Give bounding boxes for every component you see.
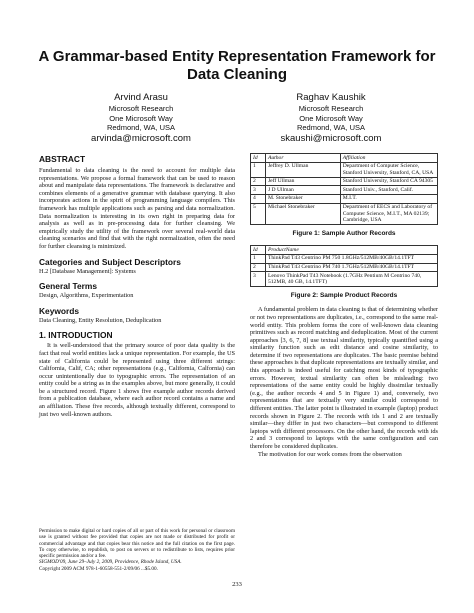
cell-id: 3 xyxy=(251,272,266,287)
column-header: ProductName xyxy=(265,246,437,255)
table-row xyxy=(251,194,438,203)
cell-affiliation: M.I.T. xyxy=(340,194,437,203)
product-records-table xyxy=(250,245,438,287)
figure-1-caption: Figure 1: Sample Author Records xyxy=(292,230,396,238)
cell-author: Michael Stonebraker xyxy=(265,203,340,225)
column-header: Affiliation xyxy=(340,154,437,163)
author-addr: One Microsoft Way xyxy=(109,113,173,123)
cell-id: 3 xyxy=(251,186,266,195)
footnote-block xyxy=(39,528,235,572)
cell-id: 5 xyxy=(251,203,266,225)
cell-id: 2 xyxy=(251,177,266,186)
permission-notice: Permission to make digital or hard copies of all or part of this work for personal or classroom use is granted without fee provided that copies are not made or distributed for profit or commercial advantage and that copies bear this notice and the full citation on the first page. To copy otherwise, to republish, to post on servers or to redistribute to lists, requires prior specific permission and/or a fee. xyxy=(39,528,235,560)
column-header: Id xyxy=(251,246,266,255)
author-email[interactable]: arvinda@microsoft.com xyxy=(91,132,191,144)
copyright-line: Copyright 2009 ACM 978-1-60558-551-2/09/06 ...$5.00. xyxy=(39,565,158,572)
column-header: Author xyxy=(265,154,340,163)
table-row xyxy=(251,186,438,195)
cell-affiliation: Department of Computer Science, Stanford University, Stanford, CA, USA xyxy=(340,162,437,177)
cell-author: Jeffrey D. Ullman xyxy=(265,162,340,177)
page-number: 233 xyxy=(232,581,242,588)
table-row xyxy=(251,263,438,272)
author-org: Microsoft Research xyxy=(108,104,174,113)
cell-id: 1 xyxy=(251,254,266,263)
cell-author: J D Ullman xyxy=(265,186,340,195)
cell-author: Jeff Ullman xyxy=(265,177,340,186)
author-records-table xyxy=(250,153,438,225)
cell-id: 4 xyxy=(251,194,266,203)
author-addr: Redmond, WA, USA xyxy=(296,123,366,132)
left-column xyxy=(39,154,235,418)
keywords-heading: Keywords xyxy=(39,305,80,316)
author-addr: Redmond, WA, USA xyxy=(106,123,176,132)
table-row xyxy=(251,177,438,186)
author-name: Raghav Kaushik xyxy=(296,92,366,103)
introduction-heading: 1. INTRODUCTION xyxy=(39,330,113,341)
introduction-text: It is well-understood that the primary source of poor data quality is the fact that real world entities lack a unique representation. For example, the US state of California could be represented using three different strings: California, Calif, CA; other representations (e.g., California, Calfornia) can occur unintentionally due to typographic errors. The representation of an entity could be a string as in the examples above, but more generally, it could be a structured record. Figure 1 shows five example author records derived from a publication database, where each author record contains a name and an affiliation. These five records, although textually different, correspond to just two well-known authors. xyxy=(39,342,235,418)
table-row xyxy=(251,162,438,177)
cell-id: 2 xyxy=(251,263,266,272)
title-line-2: Data Cleaning xyxy=(186,66,288,83)
cell-affiliation: Department of EECS and Laboratory of Computer Science, M.I.T., MA 02139; Cambridge, USA xyxy=(340,203,437,225)
abstract-heading: ABSTRACT xyxy=(39,154,86,164)
column-header: Id xyxy=(251,154,266,163)
figure-2-caption: Figure 2: Sample Product Records xyxy=(290,292,398,300)
table-row xyxy=(251,203,438,225)
categories-text: H.2 [Database Management]: Systems xyxy=(39,267,136,275)
table-row xyxy=(251,254,438,263)
cell-author: M. Stonebraker xyxy=(265,194,340,203)
general-terms-heading: General Terms xyxy=(39,281,98,292)
abstract-text: Fundamental to data cleaning is the need to account for multiple data representations. We propose a formal framework that can be used to reason about and manipulate data representations. The framework is declarative and combines elements of a generative grammar with database querying. It also incorporates actions in the spirit of programming language compilers. This framework has multiple applications such as parsing and data normalization. Data normalization is interesting in its own right in preparing data for analysis as well as in pre-processing data for further cleansing. We empirically study the utility of the framework over several real-world data cleaning scenarios and find that with the right normalization, often the need for further cleansing is minimized. xyxy=(39,167,235,250)
author-addr: One Microsoft Way xyxy=(299,113,363,123)
cell-id: 1 xyxy=(251,162,266,177)
title-line-1: A Grammar-based Entity Representation Framework for xyxy=(38,48,436,65)
author-email[interactable]: skaushi@microsoft.com xyxy=(280,132,382,144)
author-org: Microsoft Research xyxy=(298,104,364,113)
paper-title xyxy=(20,48,454,84)
categories-heading: Categories and Subject Descriptors xyxy=(39,256,181,267)
cell-product-name: ThinkPad T43 Centrino PM 740 1.7GHz/512MB/40GB/14.1TFT xyxy=(265,263,437,272)
keywords-text: Data Cleaning, Entity Resolution, Deduplication xyxy=(39,316,162,324)
general-terms-text: Design, Algorithms, Experimentation xyxy=(39,292,134,300)
body-paragraph: The motivation for our work comes from the observation xyxy=(258,450,402,458)
table-header-row xyxy=(251,154,438,163)
author-block-2 xyxy=(256,92,406,145)
author-block-1 xyxy=(66,92,216,145)
body-paragraph: A fundamental problem in data cleaning is that of determining whether or not two representations are duplicates, i.e., correspond to the same real-world entity. This problem forms the core of well-known data cleaning primitives such as record matching and deduplication. Most of the current approaches [3, 6, 7, 8] use textual similarity, typically quantified using a similarity function such as edit distance and cosine similarity, to determine if two representations are duplicates. The basic premise behind these approaches is that duplicate representations are textually similar, and this approach is indeed useful for catching most kinds of typographic errors. However, textual similarity can often be misleading: two representations of the same entity could be highly dissimilar textually (e.g., the author records 4 and 5 in Figure 1) and, conversely, two representations that are textually very similar could correspond to different entities. The latter point is illustrated in example (laptop) product records shown in Figure 2. The records with ids 1 and 2 are textually similar—they differ in just two characters—but correspond to different laptops with different processors. On the other hand, the records with ids 2 and 3 correspond to laptops with the same configuration and can therefore be considered duplicates. xyxy=(250,306,438,450)
cell-affiliation: Stanford University, Stanford CA 94305 xyxy=(340,177,437,186)
conference-line: SIGMOD'09, June 29–July 2, 2009, Providence, Rhode Island, USA. xyxy=(39,559,182,566)
right-column xyxy=(250,153,438,458)
table-row xyxy=(251,272,438,287)
author-name: Arvind Arasu xyxy=(114,92,168,103)
table-header-row xyxy=(251,246,438,255)
cell-affiliation: Stanford Univ., Stanford, Calif. xyxy=(340,186,437,195)
cell-product-name: Lenovo ThinkPad T43 Notebook (1.7GHz Pentium M Centrino 740, 512MB, 40 GB, 14.1TFT) xyxy=(265,272,437,287)
cell-product-name: ThinkPad T43 Centrino PM 750 1.8GHz/512MB/40GB/14.1TFT xyxy=(265,254,437,263)
